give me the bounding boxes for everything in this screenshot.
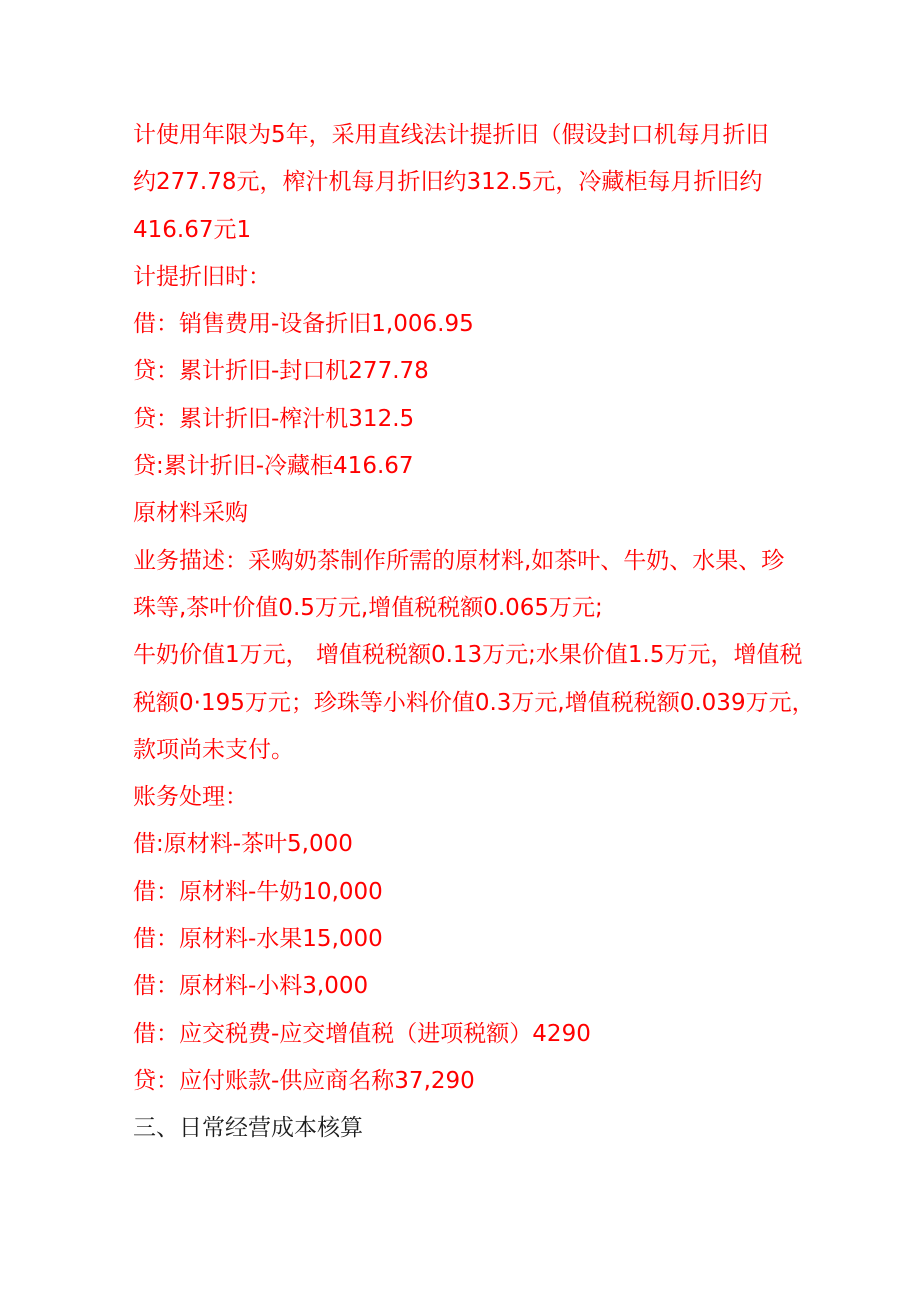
text-line-depreciation-cabinet: 416.67元1	[133, 216, 252, 243]
journal-entry-credit-sealer: 贷：累计折旧-封口机277.78	[133, 358, 429, 385]
text-line-depreciation-heading: 计提折旧时：	[133, 263, 271, 290]
journal-entry-debit-fruit: 借：原材料-水果15,000	[133, 926, 383, 953]
text-line-depreciation-intro: 计使用年限为5年，采用直线法计提折旧（假设封口机每月折旧	[133, 122, 769, 148]
journal-entry-credit-juicer: 贷：累计折旧-榨汁机312.5	[133, 405, 415, 432]
text-line-depreciation-amounts: 约277.78元，榨汁机每月折旧约312.5元，冷藏柜每月折旧约	[133, 169, 763, 196]
section-heading-raw-materials: 原材料采购	[133, 500, 248, 527]
section-heading-daily-cost: 三、日常经营成本核算	[133, 1115, 363, 1142]
journal-entry-credit-accounts-payable: 贷：应付账款-供应商名称37,290	[133, 1067, 475, 1094]
text-line-business-description: 业务描述：采购奶茶制作所需的原材料,如茶叶、牛奶、水果、珍	[133, 547, 785, 574]
journal-entry-debit-small-materials: 借：原材料-小料3,000	[133, 973, 369, 1000]
text-line-accounting-heading: 账务处理：	[133, 784, 248, 811]
journal-entry-debit-milk: 借：原材料-牛奶10,000	[133, 878, 383, 905]
journal-entry-credit-fridge: 贷:累计折旧-冷藏柜416.67	[133, 453, 414, 480]
text-line-tea-value: 珠等,茶叶价值0.5万元,增值税税额0.065万元;	[133, 594, 603, 621]
journal-entry-debit-input-vat: 借：应交税费-应交增值税（进项税额）4290	[133, 1020, 591, 1047]
text-line-pearl-value: 税额0·195万元；珍珠等小料价值0.3万元,增值税税额0.039万元，	[133, 689, 815, 716]
text-line-milk-fruit-value: 牛奶价值1万元， 增值税税额0.13万元;水果价值1.5万元，增值税	[133, 642, 803, 669]
text-line-unpaid: 款项尚未支付。	[133, 736, 294, 763]
document-body	[133, 112, 813, 1153]
journal-entry-debit-tea: 借:原材料-茶叶5,000	[133, 831, 353, 858]
journal-entry-debit-sales-expense: 借：销售费用-设备折旧1,006.95	[133, 311, 474, 338]
